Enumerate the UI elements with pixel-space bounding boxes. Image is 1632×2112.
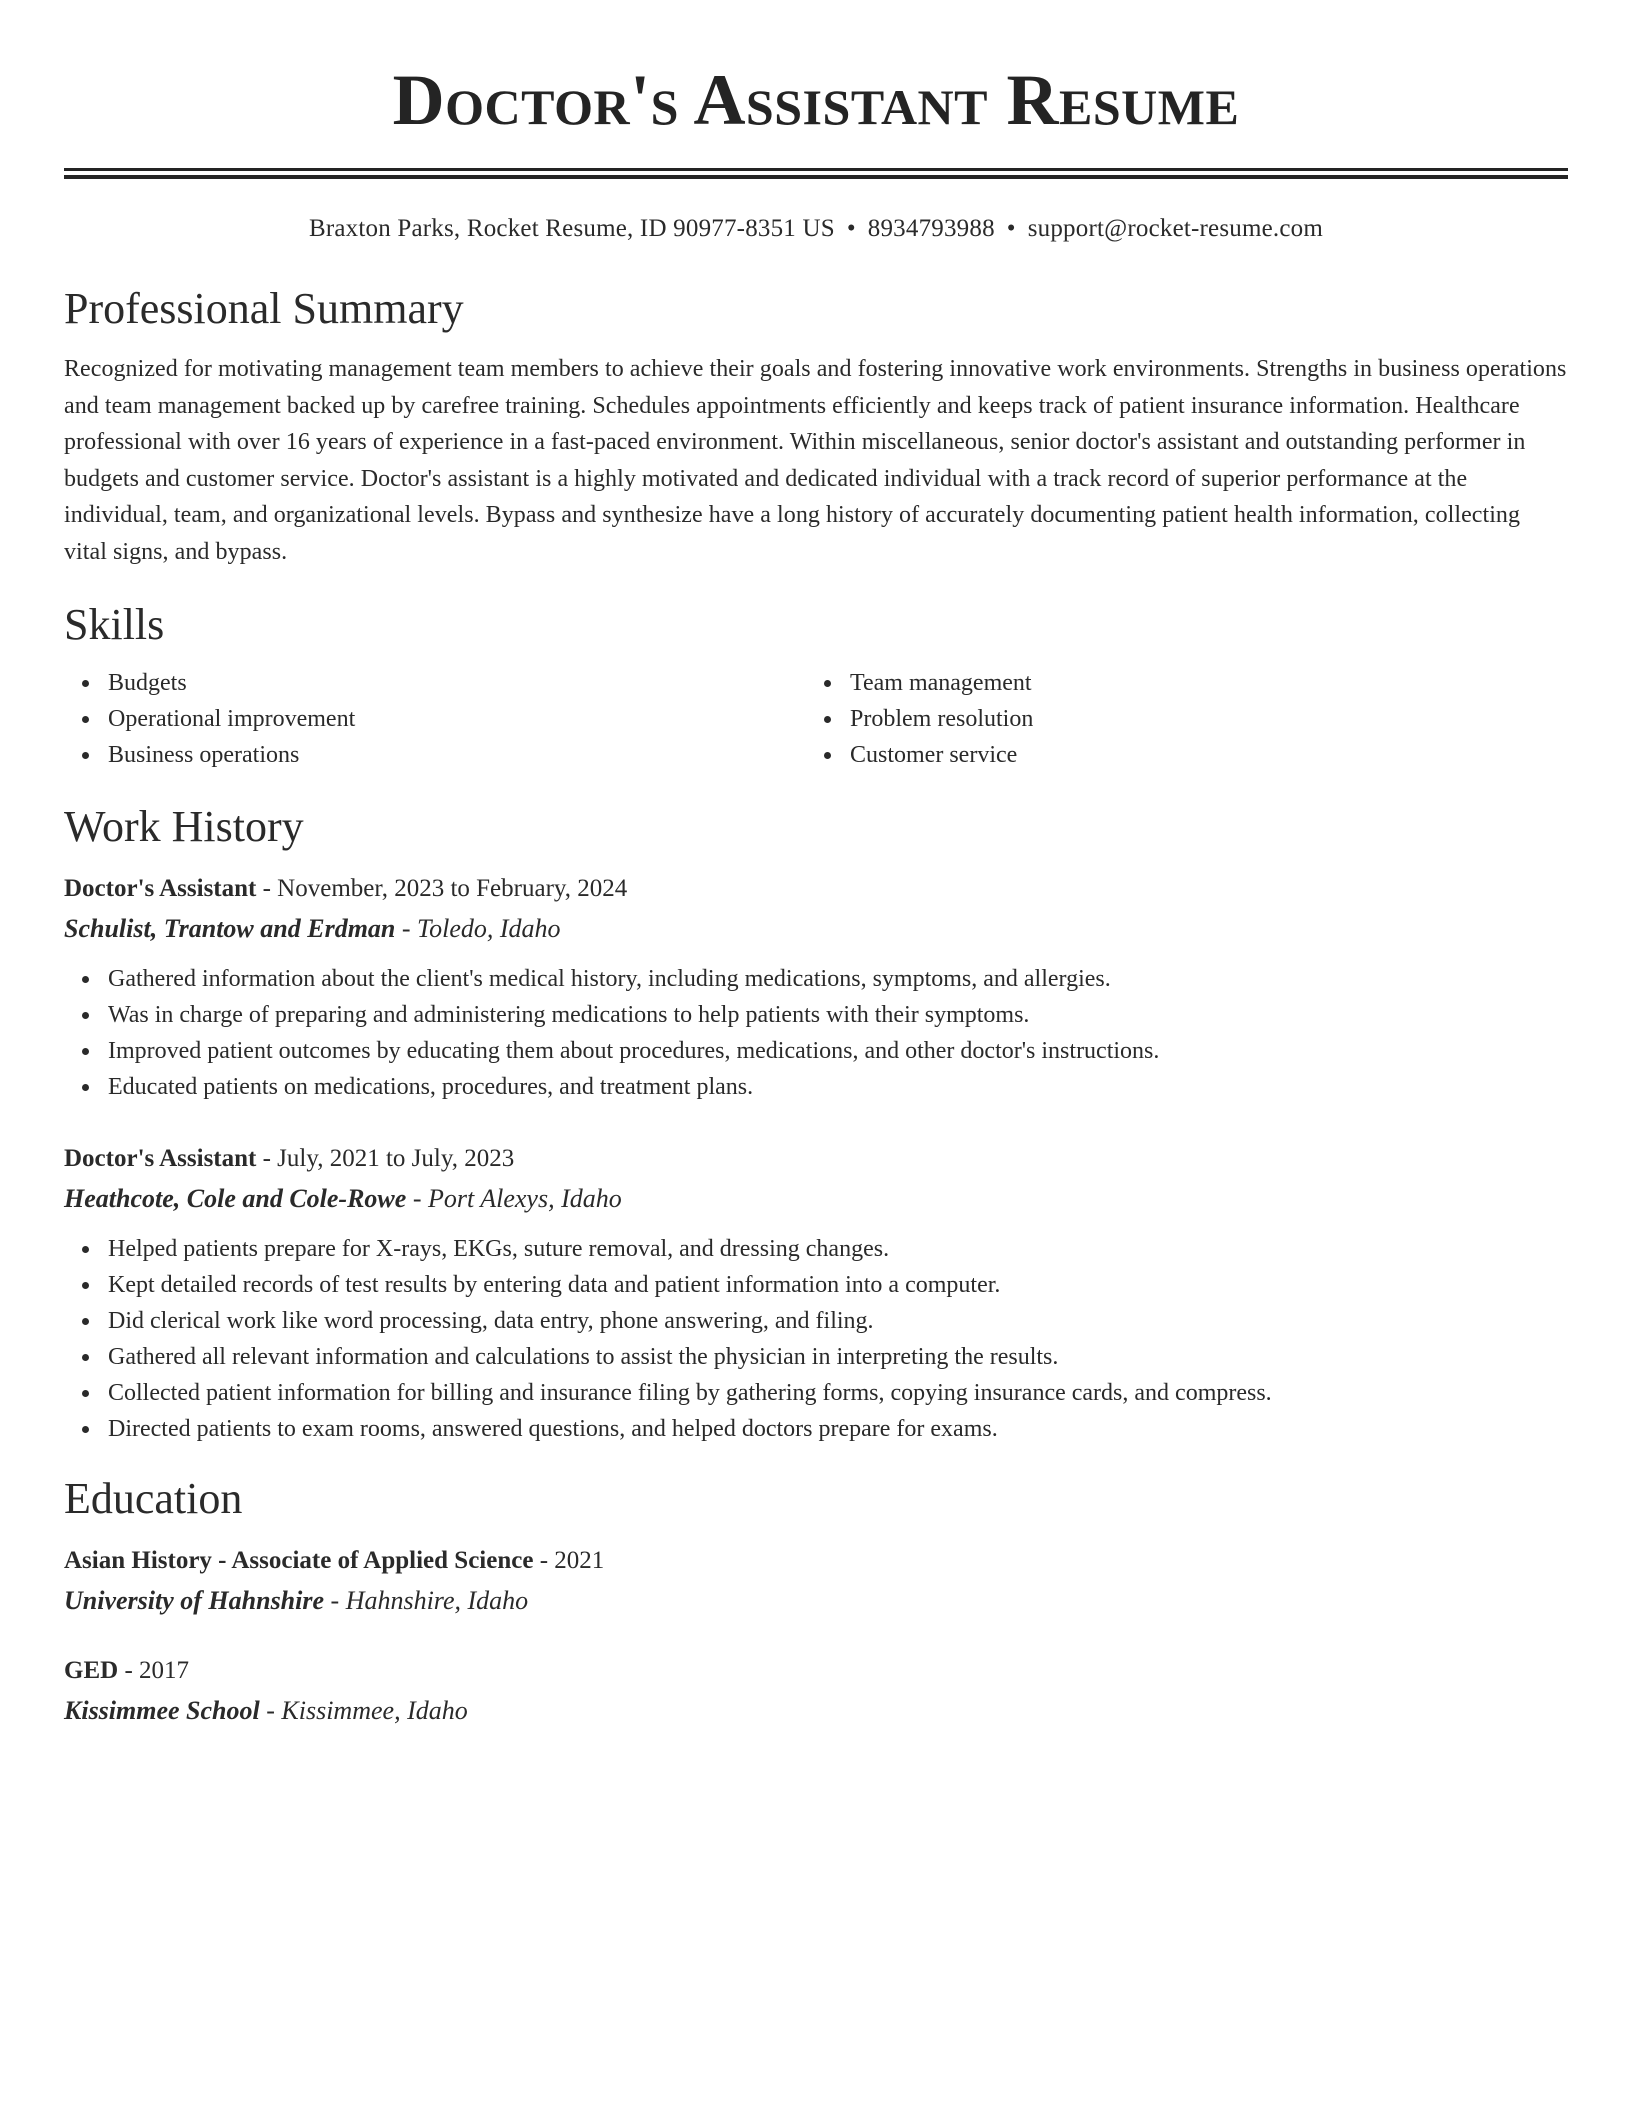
job-bullet: Kept detailed records of test results by entering data and patient information into a computer. xyxy=(108,1267,1568,1303)
skills-list-left xyxy=(64,665,806,773)
job-company: Heathcote, Cole and Cole-Rowe xyxy=(64,1183,407,1213)
job-bullet: Educated patients on medications, procedures, and treatment plans. xyxy=(108,1069,1568,1105)
skill-item: Team management xyxy=(850,665,1548,701)
job-dates: - July, 2021 to July, 2023 xyxy=(256,1144,515,1172)
job-bullet: Collected patient information for billing and insurance filing by gathering forms, copying insurance cards, and compress. xyxy=(108,1375,1568,1411)
contact-separator: • xyxy=(846,215,856,242)
job-location: - Port Alexys, Idaho xyxy=(406,1183,622,1213)
job-bullet: Gathered information about the client's medical history, including medications, symptoms, and allergies. xyxy=(108,961,1568,997)
job-employer xyxy=(64,1179,1568,1219)
job-company: Schulist, Trantow and Erdman xyxy=(64,913,396,943)
job-bullet: Directed patients to exam rooms, answered questions, and helped doctors prepare for exams. xyxy=(108,1411,1568,1447)
education-location: - Hahnshire, Idaho xyxy=(324,1585,529,1615)
education-institution xyxy=(64,1691,1568,1731)
job-header xyxy=(64,869,1568,909)
education-entry xyxy=(64,1651,1568,1731)
education-heading: Education xyxy=(64,1473,243,1523)
skills-section xyxy=(64,597,1568,773)
job-dates: - November, 2023 to February, 2024 xyxy=(256,874,628,902)
contact-line xyxy=(64,211,1568,247)
summary-text: Recognized for motivating management team members to achieve their goals and fostering innovative work environments. Strengths in business operations and team management backed up by carefree training. Schedules appointments efficiently and keeps track of patient insurance information. Healthcare professional with over 16 years of experience in a fast-paced environment. Within miscellaneous, senior doctor's assistant and outstanding performer in budgets and customer service. Doctor's assistant is a highly motivated and dedicated individual with a track record of superior performance at the individual, team, and organizational levels. Bypass and synthesize have a long history of accurately documenting patient health information, collecting vital signs, and bypass. xyxy=(64,356,1567,565)
job-role: Doctor's Assistant xyxy=(64,1144,257,1172)
job-role: Doctor's Assistant xyxy=(64,874,257,902)
contact-phone: 8934793988 xyxy=(867,215,995,242)
job-bullets xyxy=(64,1231,1568,1447)
contact-address: Braxton Parks, Rocket Resume, ID 90977-8351 US xyxy=(308,215,835,242)
skills-heading: Skills xyxy=(64,599,165,649)
education-degree: Asian History - Associate of Applied Science xyxy=(64,1546,534,1574)
job-employer xyxy=(64,909,1568,949)
job-entry xyxy=(64,869,1568,1105)
skill-item: Customer service xyxy=(850,737,1548,773)
work-history-heading: Work History xyxy=(64,801,304,851)
job-header xyxy=(64,1139,1568,1179)
summary-section xyxy=(64,281,1568,571)
education-degree: GED xyxy=(64,1656,119,1684)
summary-heading: Professional Summary xyxy=(64,284,464,333)
contact-email: support@rocket-resume.com xyxy=(1027,215,1324,242)
job-bullet: Gathered all relevant information and calculations to assist the physician in interpreting the results. xyxy=(108,1339,1568,1375)
education-school: University of Hahnshire xyxy=(64,1585,325,1615)
skills-list-right xyxy=(806,665,1548,773)
education-institution xyxy=(64,1581,1568,1621)
job-bullets xyxy=(64,961,1568,1105)
work-history-section xyxy=(64,799,1568,1447)
job-location: - Toledo, Idaho xyxy=(395,913,561,943)
education-school: Kissimmee School xyxy=(64,1695,260,1725)
job-bullet: Improved patient outcomes by educating them about procedures, medications, and other doctor's instructions. xyxy=(108,1033,1568,1069)
skills-grid xyxy=(64,665,1568,773)
education-header xyxy=(64,1541,1568,1581)
education-entry xyxy=(64,1541,1568,1621)
education-year: - 2017 xyxy=(118,1656,190,1684)
resume-title: Doctor's Assistant Resume xyxy=(392,60,1240,140)
job-bullet: Was in charge of preparing and administering medications to help patients with their symptoms. xyxy=(108,997,1568,1033)
job-bullet: Did clerical work like word processing, data entry, phone answering, and filing. xyxy=(108,1303,1568,1339)
education-location: - Kissimmee, Idaho xyxy=(259,1695,468,1725)
education-header xyxy=(64,1651,1568,1691)
contact-separator: • xyxy=(1006,215,1016,242)
skill-item: Operational improvement xyxy=(108,701,806,737)
skill-item: Business operations xyxy=(108,737,806,773)
skill-item: Budgets xyxy=(108,665,806,701)
education-year: - 2021 xyxy=(533,1546,605,1574)
job-bullet: Helped patients prepare for X-rays, EKGs, suture removal, and dressing changes. xyxy=(108,1231,1568,1267)
title-double-rule xyxy=(64,168,1568,179)
skill-item: Problem resolution xyxy=(850,701,1548,737)
job-entry xyxy=(64,1139,1568,1447)
education-section xyxy=(64,1471,1568,1731)
